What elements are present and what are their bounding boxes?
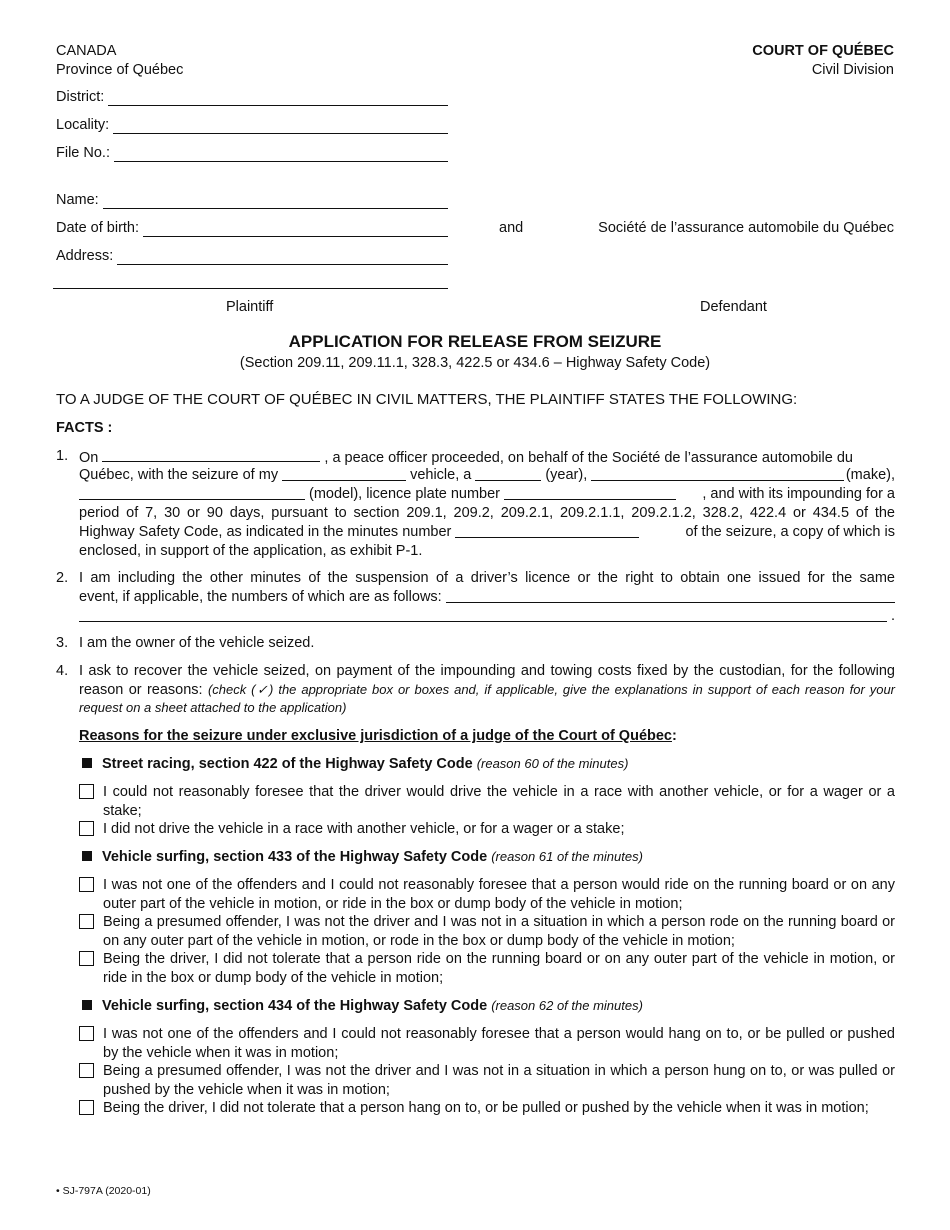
section-note: (reason 61 of the minutes)	[491, 849, 643, 864]
item-number-2: 2.	[56, 570, 69, 586]
p1-line-6: enclosed, in support of the application, as exhibit P-1.	[79, 543, 423, 559]
option-text: I was not one of the offenders and I could not reasonably foresee that a person would hang on to, or be pulled or pushed by the vehicle when it was in motion;	[103, 1026, 895, 1061]
name-label: Name:	[56, 191, 99, 208]
address-field[interactable]	[56, 245, 448, 265]
option-text: Being a presumed offender, I was not the driver and I was not in a situation in which a person rode on the running board or on any outer part of the vehicle in motion, or rode in the box or dump body of the vehicle in motion;	[103, 914, 895, 949]
p1-text-c: Québec, with the seizure of my	[79, 467, 279, 483]
section-vehicle-surfing-433	[82, 848, 643, 867]
section-title: Vehicle surfing, section 434 of the Highway Safety Code	[102, 998, 488, 1014]
district-label: District:	[56, 88, 105, 105]
plaintiff-label: Plaintiff	[226, 299, 274, 315]
p1-line-2	[79, 466, 895, 485]
vehicle-year-line[interactable]	[475, 466, 541, 481]
checkbox[interactable]	[79, 821, 94, 836]
option-row[interactable]	[79, 876, 895, 913]
and-label: and	[499, 220, 524, 236]
option-row[interactable]	[79, 1062, 895, 1099]
address-label: Address:	[56, 247, 114, 264]
vehicle-model-line[interactable]	[79, 485, 305, 500]
section-title: Vehicle surfing, section 433 of the Highway Safety Code	[102, 849, 488, 865]
section-note: (reason 62 of the minutes)	[491, 998, 643, 1013]
item-number-3: 3.	[56, 635, 69, 651]
p2-end: .	[890, 608, 895, 624]
p1-text-j: Highway Safety Code, as indicated in the minutes number	[79, 524, 452, 540]
option-row[interactable]	[79, 820, 895, 839]
section-vehicle-surfing-434	[82, 997, 643, 1016]
locality-label: Locality:	[56, 116, 110, 133]
black-square-bullet-icon	[82, 758, 92, 768]
licence-plate-line[interactable]	[504, 485, 676, 500]
option-row[interactable]	[79, 1099, 895, 1118]
file-no-field[interactable]	[56, 142, 448, 162]
file-no-input-line[interactable]	[114, 147, 448, 162]
option-text: I was not one of the offenders and I could not reasonably foresee that a person would ride on the running board or on any outer part of the vehicle in motion, or ride in the box or dump body of the vehicle in motion;	[103, 877, 895, 912]
item-number-4: 4.	[56, 663, 69, 679]
p1-text-e: (year),	[545, 467, 588, 483]
option-row[interactable]	[79, 950, 895, 987]
locality-input-line[interactable]	[113, 119, 448, 134]
file-no-label: File No.:	[56, 144, 110, 161]
option-row[interactable]	[79, 913, 895, 950]
item-number-1: 1.	[56, 448, 69, 464]
p1-line-5	[79, 523, 895, 542]
option-text: Being the driver, I did not tolerate that a person hang on to, or be pulled or pushed by the vehicle when it was in motion;	[103, 1100, 869, 1116]
p1-text-k: of the seizure, a copy of which is	[685, 524, 895, 540]
black-square-bullet-icon	[82, 1000, 92, 1010]
p1-text-b: , a peace officer proceeded, on behalf of the Société de l’assurance automobile du	[324, 450, 853, 466]
section-title: Street racing, section 422 of the Highway Safety Code	[102, 756, 473, 772]
dob-input-line[interactable]	[143, 222, 448, 237]
name-input-line[interactable]	[103, 194, 448, 209]
address-input-line[interactable]	[117, 250, 448, 265]
district-field[interactable]	[56, 86, 448, 106]
province-label: Province of Québec	[56, 62, 184, 78]
reasons-heading-text: Reasons for the seizure under exclusive jurisdiction of a judge of the Court of Québec	[79, 728, 672, 744]
p4-note: (check (✓) the appropriate box or boxes and, if applicable, give the explanations in support of each reason for your request on a sheet attached to the application)	[79, 681, 896, 715]
facts-heading: FACTS :	[56, 420, 113, 436]
form-code: • SJ-797A (2020-01)	[56, 1185, 151, 1197]
dob-label: Date of birth:	[56, 219, 140, 236]
option-text: I could not reasonably foresee that the driver would drive the vehicle in a race with another vehicle, or for a wager or a stake;	[103, 784, 895, 819]
black-square-bullet-icon	[82, 851, 92, 861]
defendant-name: Société de l’assurance automobile du Québec	[598, 220, 894, 236]
p1-line-1	[79, 447, 895, 468]
p1-text-h: , and with its impounding for a	[702, 486, 895, 502]
vehicle-type-line[interactable]	[282, 466, 406, 481]
p1-text-d: vehicle, a	[410, 467, 472, 483]
checkbox[interactable]	[79, 784, 94, 799]
p1-line-4: period of 7, 30 or 90 days, pursuant to section 209.1, 209.2, 209.2.1, 209.2.1.1, 209.2.1.2, 328.2, 422.4 or 434.5 of the	[79, 505, 895, 521]
option-text: Being the driver, I did not tolerate that a person ride on the running board or on any outer part of the vehicle in motion, or ride in the box or dump body of the vehicle in motion;	[103, 951, 895, 986]
p1-on: On	[79, 450, 99, 466]
checkbox[interactable]	[79, 877, 94, 892]
reasons-heading-colon: :	[672, 728, 677, 744]
name-field[interactable]	[56, 189, 448, 209]
p4-body: I ask to recover the vehicle seized, on payment of the impounding and towing costs fixed by the custodian, for the following reason or reasons:	[79, 663, 895, 698]
p2-line-1: I am including the other minutes of the suspension of a driver’s licence or the right to obtain one issued for the same	[79, 570, 895, 586]
country-label: CANADA	[56, 43, 117, 59]
district-input-line[interactable]	[108, 91, 448, 106]
option-row[interactable]	[79, 783, 895, 820]
section-street-racing	[82, 755, 628, 774]
p1-text-f: (make),	[845, 467, 895, 483]
checkbox[interactable]	[79, 1100, 94, 1115]
seizure-date-line[interactable]	[102, 447, 320, 462]
court-division: Civil Division	[811, 62, 894, 78]
minutes-number-line[interactable]	[455, 523, 639, 538]
option-text: Being a presumed offender, I was not the driver and I was not in a situation in which a person hung on to, or was pulled or pushed by the vehicle when it was in motion;	[103, 1063, 895, 1098]
vehicle-make-line[interactable]	[591, 466, 844, 481]
other-minutes-line-2[interactable]	[79, 607, 887, 622]
option-text: I did not drive the vehicle in a race with another vehicle, or for a wager or a stake;	[103, 821, 625, 837]
form-title: APPLICATION FOR RELEASE FROM SEIZURE	[288, 332, 662, 351]
p1-text-g: (model), licence plate number	[309, 486, 501, 502]
p2-line-3	[79, 607, 895, 626]
defendant-label: Defendant	[700, 299, 767, 315]
checkbox[interactable]	[79, 914, 94, 929]
p1-line-3	[79, 485, 895, 504]
p4-text	[79, 662, 895, 718]
section-note: (reason 60 of the minutes)	[476, 756, 629, 771]
p3-text: I am the owner of the vehicle seized.	[79, 635, 315, 651]
p2-line-2	[79, 588, 895, 607]
dob-field[interactable]	[56, 217, 448, 237]
form-subtitle: (Section 209.11, 209.11.1, 328.3, 422.5 or 434.6 – Highway Safety Code)	[239, 355, 711, 371]
court-name: COURT OF QUÉBEC	[752, 43, 894, 59]
checkbox[interactable]	[79, 1063, 94, 1078]
address-second-line[interactable]	[53, 288, 448, 289]
option-row[interactable]	[79, 1025, 895, 1062]
checkbox[interactable]	[79, 1026, 94, 1041]
p2-text-b: event, if applicable, the numbers of which are as follows:	[79, 589, 442, 605]
reasons-heading	[79, 727, 677, 746]
locality-field[interactable]	[56, 114, 448, 134]
checkbox[interactable]	[79, 951, 94, 966]
other-minutes-line-1[interactable]	[446, 588, 895, 603]
intro-statement: TO A JUDGE OF THE COURT OF QUÉBEC IN CIVIL MATTERS, THE PLAINTIFF STATES THE FOLLOWING:	[56, 391, 798, 408]
